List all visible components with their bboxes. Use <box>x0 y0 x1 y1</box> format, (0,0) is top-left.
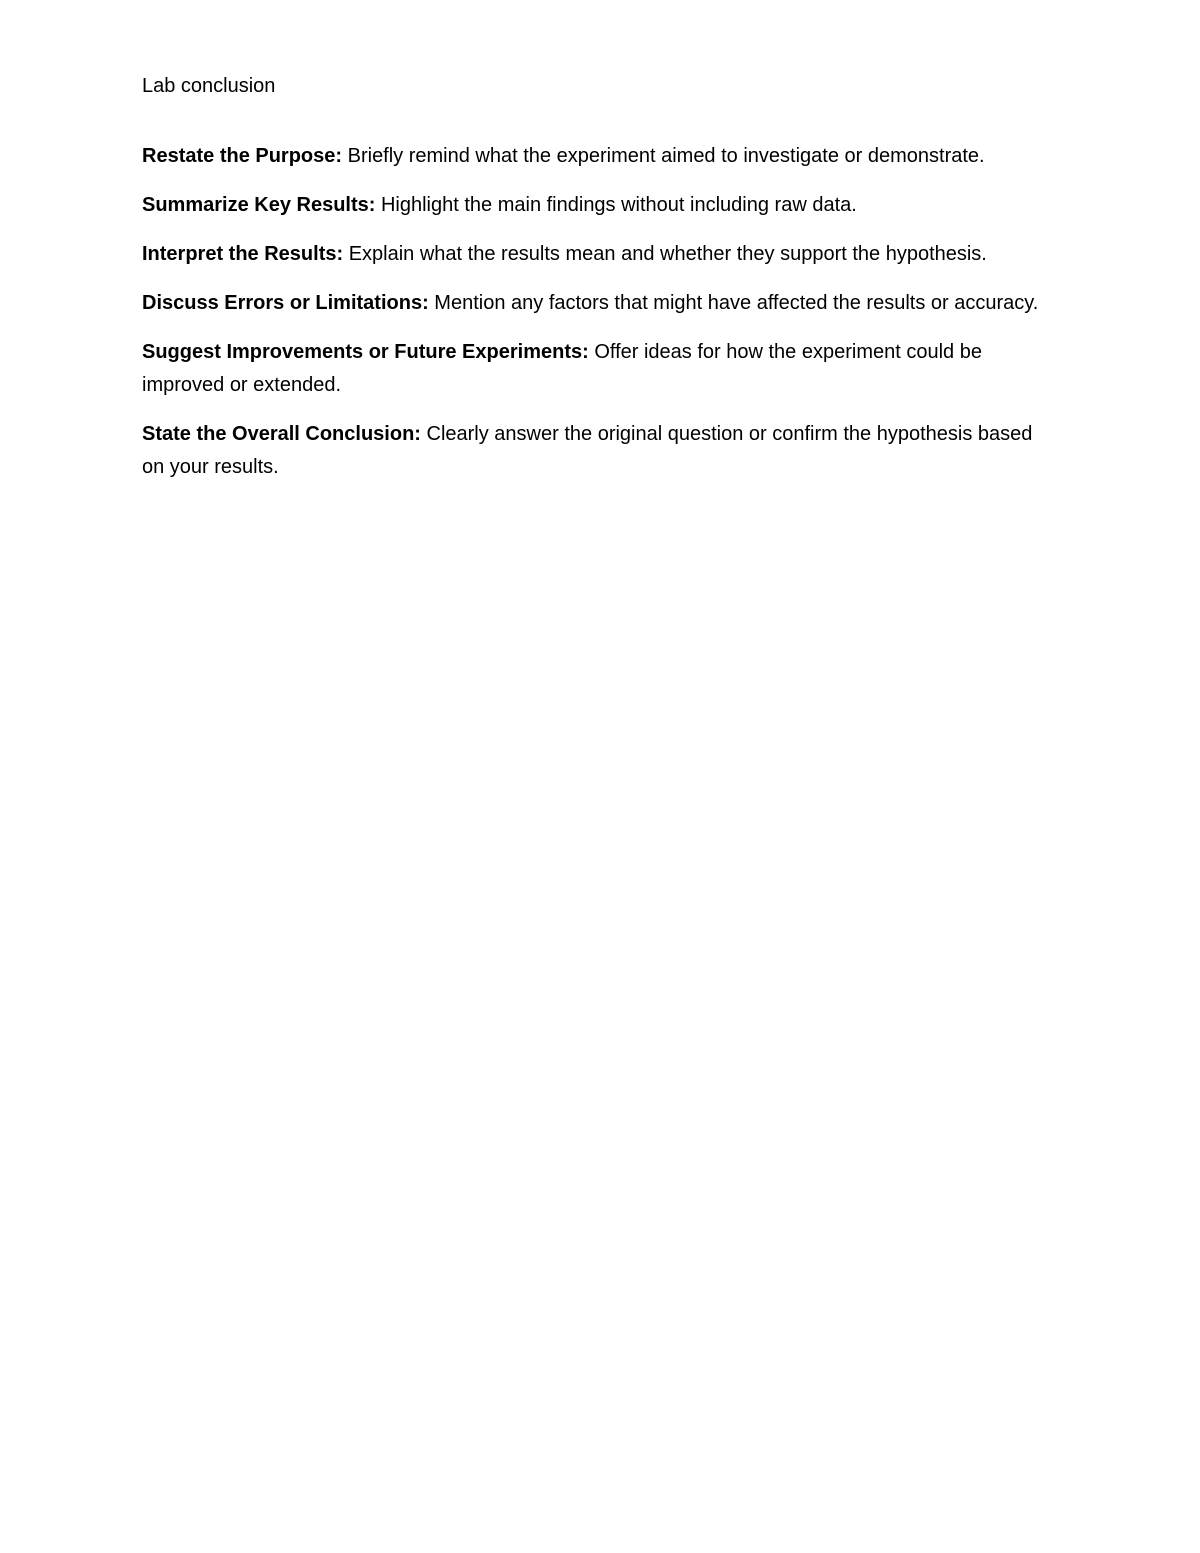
section-label: State the Overall Conclusion: <box>142 423 421 445</box>
document-title: Lab conclusion <box>142 75 276 97</box>
section-label: Discuss Errors or Limitations: <box>142 292 429 314</box>
section-text: Offer ideas for how the experiment could be improved or extended. <box>142 341 982 396</box>
section-errors-limitations <box>142 287 1060 320</box>
section-text: Highlight the main findings without including raw data. <box>375 194 857 216</box>
section-interpret-results <box>142 238 1060 271</box>
section-text: Clearly answer the original question or confirm the hypothesis based on your results. <box>142 423 1033 478</box>
section-label: Restate the Purpose: <box>142 145 343 167</box>
section-list <box>142 140 1060 484</box>
section-overall-conclusion <box>142 418 1060 484</box>
section-restate-purpose <box>142 140 1060 173</box>
section-text: Mention any factors that might have affected the results or accuracy. <box>428 292 1039 314</box>
section-summarize-results <box>142 189 1060 222</box>
section-text: Explain what the results mean and whether they support the hypothesis. <box>343 243 987 265</box>
section-label: Interpret the Results: <box>142 243 344 265</box>
section-text: Briefly remind what the experiment aimed to investigate or demonstrate. <box>342 145 985 167</box>
section-label: Summarize Key Results: <box>142 194 376 216</box>
section-label: Suggest Improvements or Future Experiments: <box>142 341 589 363</box>
section-improvements <box>142 336 1060 402</box>
